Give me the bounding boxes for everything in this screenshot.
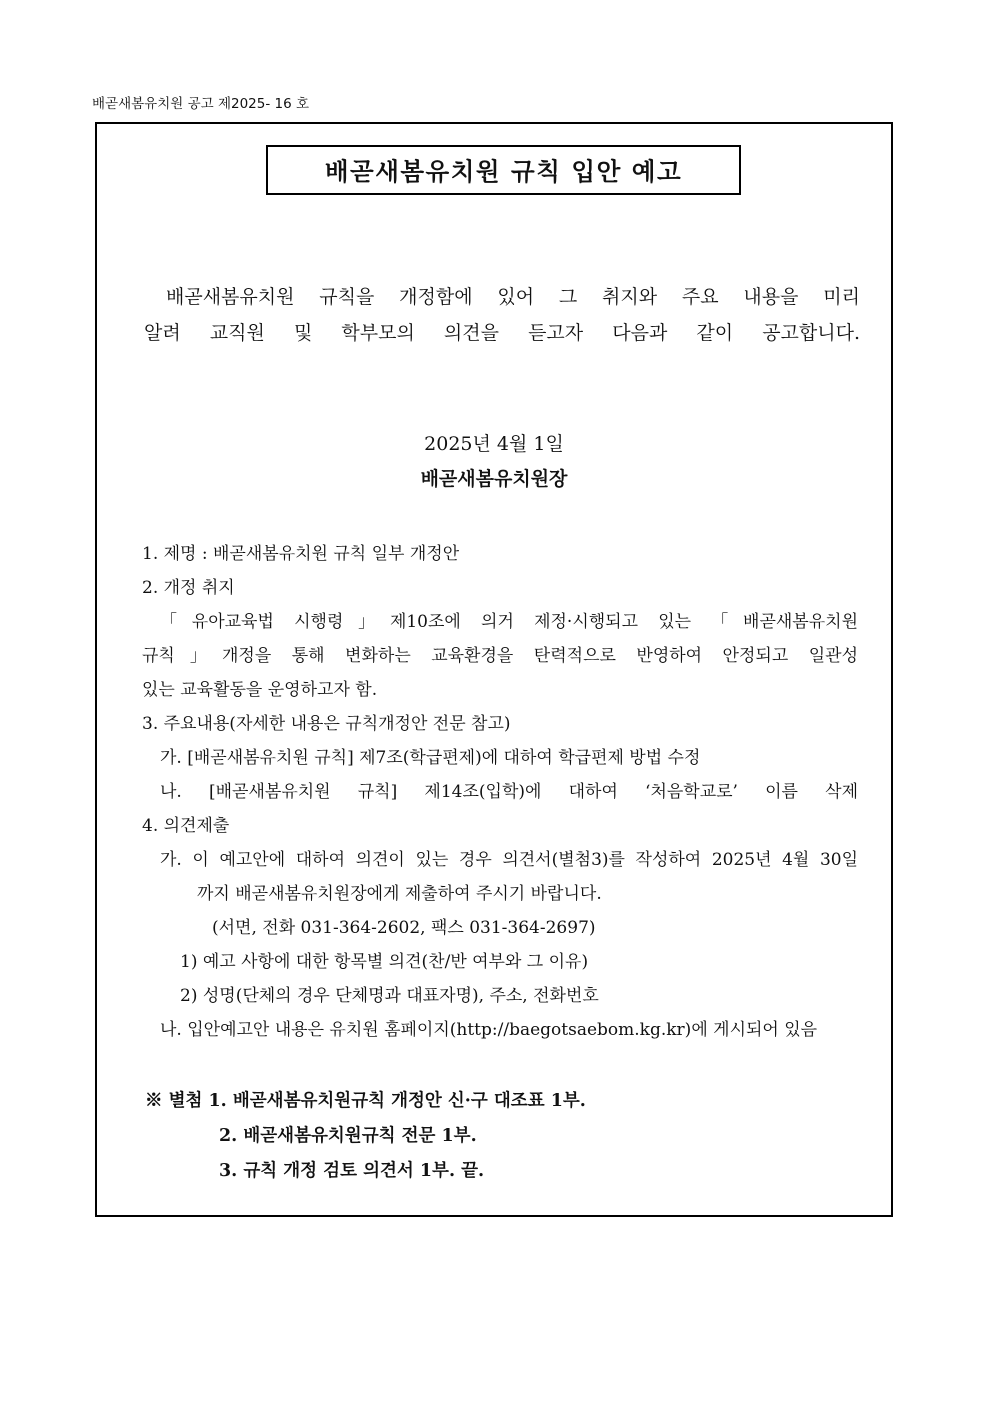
attachment-line: 3. 규칙 개정 검토 의견서 1부. 끝. xyxy=(219,1161,485,1181)
notice-body xyxy=(142,537,858,1047)
item-title: 1. 제명 : 배곧새봄유치원 규칙 일부 개정안 xyxy=(142,544,460,564)
attachment-line: 2. 배곧새봄유치원규칙 전문 1부. xyxy=(219,1126,477,1146)
item-opinion-heading: 4. 의견제출 xyxy=(142,816,230,836)
notice-frame xyxy=(95,122,893,1217)
item-contents-heading: 3. 주요내용(자세한 내용은 규칙개정안 전문 참고) xyxy=(142,714,511,734)
attachment-line: ※ 별첨 1. 배곧새봄유치원규칙 개정안 신·구 대조표 1부. xyxy=(145,1091,586,1111)
purpose-line: 규칙」개정을 통해 변화하는 교육환경을 탄력적으로 반영하여 안정되고 일관성 xyxy=(142,646,858,666)
contents-item-ga: 가. [배곧새봄유치원 규칙] 제7조(학급편제)에 대하여 학급편제 방법 수정 xyxy=(160,748,701,768)
issuer: 배곧새봄유치원장 xyxy=(420,468,568,490)
opinion-sub-item: 1) 예고 사항에 대한 항목별 의견(찬/반 여부와 그 이유) xyxy=(180,952,589,972)
item-purpose-heading: 2. 개정 취지 xyxy=(142,578,235,598)
contents-item-na: 나. [배곧새봄유치원 규칙] 제14조(입학)에 대하여 ‘처음학교로’ 이름 삭제 xyxy=(160,782,858,802)
intro-line: 알려 교직원 및 학부모의 의견을 듣고자 다음과 같이 공고합니다. xyxy=(144,322,860,344)
notice-number: 배곧새봄유치원 공고 제2025- 16 호 xyxy=(92,96,310,112)
opinion-contact: (서면, 전화 031-364-2602, 팩스 031-364-2697) xyxy=(212,918,596,938)
intro-paragraph xyxy=(144,279,860,351)
notice-date: 2025년 4월 1일 xyxy=(424,433,564,455)
opinion-ga-line: 가. 이 예고안에 대하여 의견이 있는 경우 의견서(별첨3)를 작성하여 2025년 4월 30일 xyxy=(160,850,858,870)
attachments xyxy=(145,1084,861,1189)
purpose-line: 있는 교육활동을 운영하고자 함. xyxy=(142,680,378,700)
purpose-line: 「유아교육법 시행령」제10조에 의거 제정·시행되고 있는 「배곧새봄유치원 xyxy=(160,612,858,632)
opinion-ga-line: 까지 배곧새봄유치원장에게 제출하여 주시기 바랍니다. xyxy=(197,884,602,904)
opinion-na: 나. 입안예고안 내용은 유치원 홈페이지(http://baegotsaebom.kg.kr)에 게시되어 있음 xyxy=(160,1020,818,1040)
opinion-sub-item: 2) 성명(단체의 경우 단체명과 대표자명), 주소, 전화번호 xyxy=(180,986,599,1006)
notice-title: 배곧새봄유치원 규칙 입안 예고 xyxy=(266,145,741,195)
intro-line: 배곧새봄유치원 규칙을 개정함에 있어 그 취지와 주요 내용을 미리 xyxy=(166,286,860,308)
